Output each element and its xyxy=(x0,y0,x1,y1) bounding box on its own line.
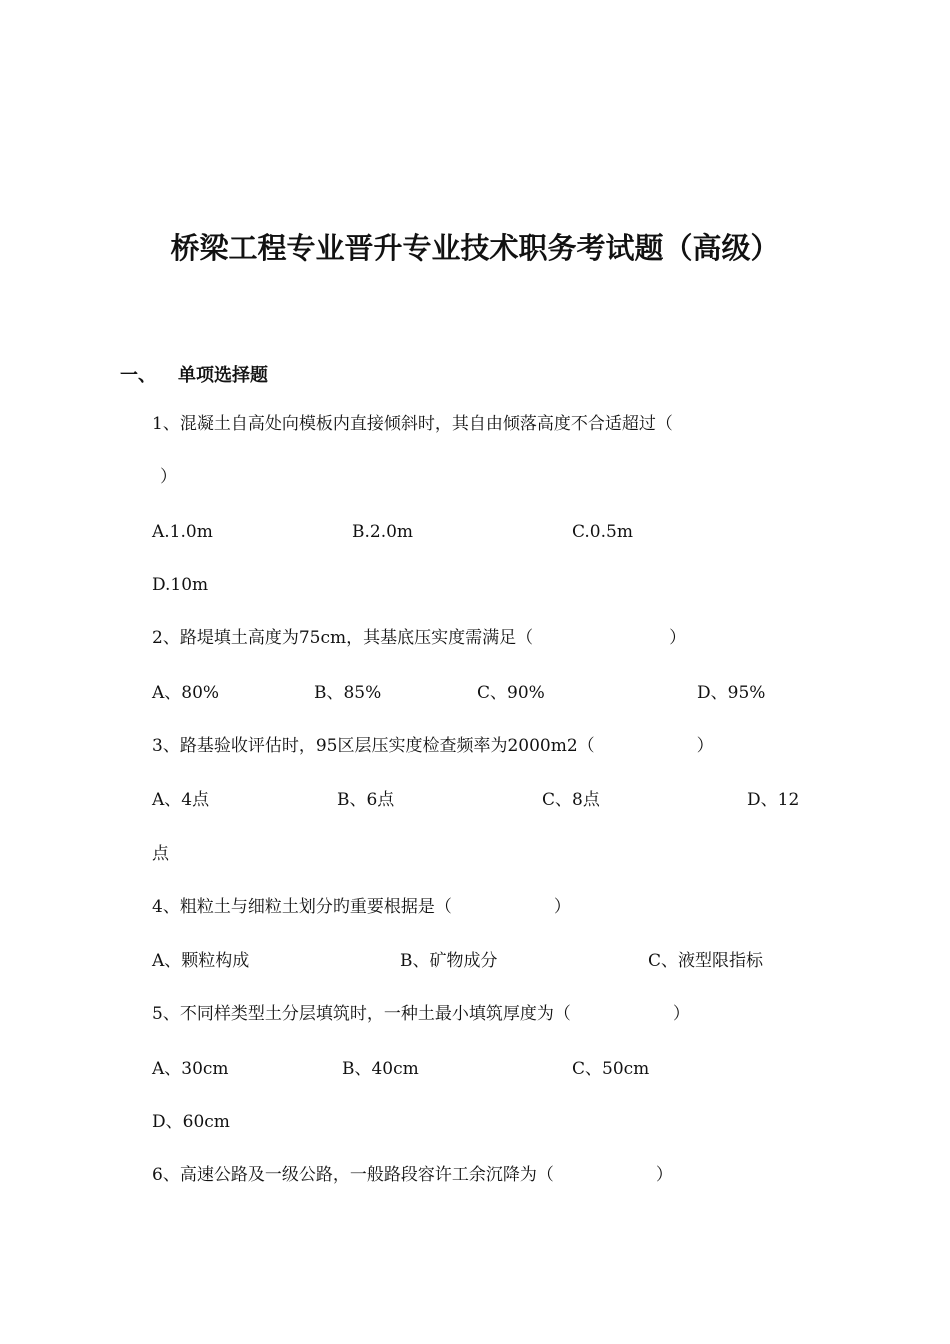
question-4-option-b: B、矿物成分 xyxy=(400,951,498,971)
question-4-option-c: C、液型限指标 xyxy=(648,951,764,971)
question-4-text: 4、粗粒土与细粒土划分旳重要根据是（ ） xyxy=(152,897,571,917)
question-3-option-a: A、4点 xyxy=(152,790,210,810)
question-3-text: 3、路基验收评估时，95区层压实度检查频率为2000m2（ ） xyxy=(152,736,714,756)
question-1-option-c: C.0.5m xyxy=(572,522,633,542)
question-3-option-c: C、8点 xyxy=(542,790,600,810)
question-5-text: 5、不同样类型土分层填筑时，一种土最小填筑厚度为（ ） xyxy=(152,1004,690,1024)
question-1-text: 1、混凝土自高处向模板内直接倾斜时，其自由倾落高度不合适超过（ xyxy=(152,414,673,434)
question-5-option-c: C、50cm xyxy=(572,1059,650,1079)
question-3-option-b: B、6点 xyxy=(337,790,395,810)
section-number: 一、 xyxy=(120,365,156,386)
question-5-option-b: B、40cm xyxy=(342,1059,419,1079)
question-4-option-a: A、颗粒构成 xyxy=(152,951,250,971)
question-2-text: 2、路堤填土高度为75cm，其基底压实度需满足（ ） xyxy=(152,628,687,648)
question-6-text: 6、高速公路及一级公路，一般路段容许工余沉降为（ ） xyxy=(152,1165,673,1185)
question-1-text-cont: ） xyxy=(160,467,177,487)
question-1-option-d: D.10m xyxy=(152,575,209,595)
question-2-option-c: C、90% xyxy=(477,683,545,703)
question-3-option-d-cont: 点 xyxy=(152,844,169,864)
question-2-option-b: B、85% xyxy=(314,683,382,703)
question-5-option-d: D、60cm xyxy=(152,1112,230,1132)
question-1-option-a: A.1.0m xyxy=(152,522,213,542)
section-heading xyxy=(120,362,268,390)
question-5-option-a: A、30cm xyxy=(152,1059,229,1079)
section-label: 单项选择题 xyxy=(178,365,268,386)
question-2-option-a: A、80% xyxy=(152,683,220,703)
question-1-option-b: B.2.0m xyxy=(352,522,414,542)
question-2-option-d: D、95% xyxy=(697,683,766,703)
page-title: 桥梁工程专业晋升专业技术职务考试题（高级） xyxy=(170,231,780,265)
question-3-option-d: D、12 xyxy=(747,790,800,810)
